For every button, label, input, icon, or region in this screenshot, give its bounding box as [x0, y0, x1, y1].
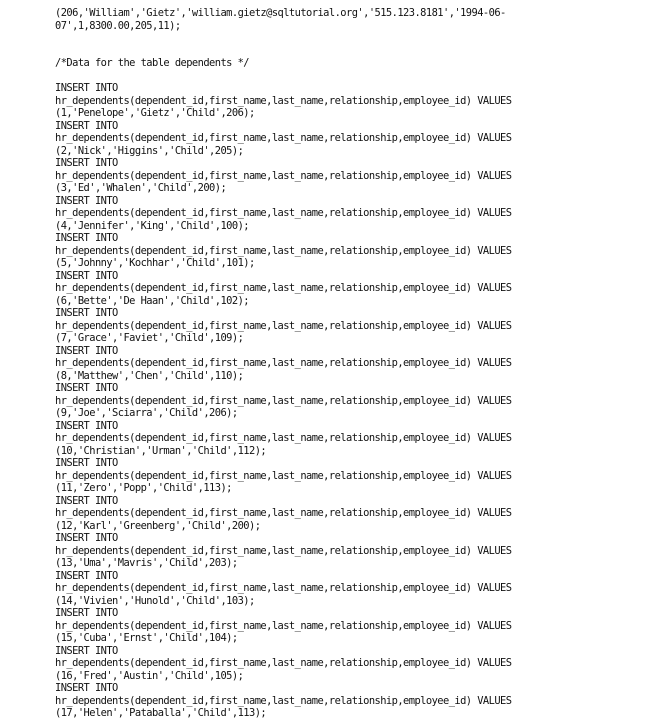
table-columns: hr_dependents(dependent_id,first_name,last_name,relationship,employee_id) VALUES — [55, 619, 512, 632]
values-row: (1,'Penelope','Gietz','Child',206); — [55, 107, 255, 119]
blank-line — [55, 32, 640, 45]
table-columns: hr_dependents(dependent_id,first_name,last_name,relationship,employee_id) VALUES — [55, 94, 512, 107]
values-row: (9,'Joe','Sciarra','Child',206); — [55, 407, 238, 419]
insert-statement — [55, 307, 640, 345]
values-row: (6,'Bette','De Haan','Child',102); — [55, 294, 249, 307]
values-row: (17,'Helen','Pataballa','Child',113); — [55, 707, 267, 719]
insert-keyword: INSERT INTO — [55, 382, 118, 394]
insert-statement — [55, 682, 640, 720]
insert-keyword: INSERT INTO — [55, 569, 118, 582]
insert-keyword: INSERT INTO — [55, 532, 118, 544]
table-columns: hr_dependents(dependent_id,first_name,last_name,relationship,employee_id) VALUES — [55, 657, 512, 669]
table-columns: hr_dependents(dependent_id,first_name,last_name,relationship,employee_id) VALUES — [55, 357, 512, 369]
table-columns: hr_dependents(dependent_id,first_name,last_name,relationship,employee_id) VALUES — [55, 582, 512, 594]
intro-block — [55, 7, 640, 32]
insert-statement — [55, 120, 640, 158]
values-row: (8,'Matthew','Chen','Child',110); — [55, 369, 244, 382]
insert-keyword: INSERT INTO — [55, 269, 118, 282]
table-columns: hr_dependents(dependent_id,first_name,last_name,relationship,employee_id) VALUES — [55, 469, 512, 482]
insert-statement — [55, 645, 640, 683]
values-row: (5,'Johnny','Kochhar','Child',101); — [55, 257, 255, 269]
insert-statement — [55, 345, 640, 383]
insert-keyword: INSERT INTO — [55, 457, 118, 469]
blank-line — [55, 45, 640, 58]
insert-statement — [55, 607, 640, 645]
insert-statement — [55, 532, 640, 570]
insert-statement — [55, 495, 640, 533]
intro-line: 07',1,8300.00,205,11); — [55, 19, 181, 32]
values-row: (11,'Zero','Popp','Child',113); — [55, 482, 232, 494]
table-columns: hr_dependents(dependent_id,first_name,last_name,relationship,employee_id) VALUES — [55, 544, 512, 557]
insert-keyword: INSERT INTO — [55, 607, 118, 619]
table-columns: hr_dependents(dependent_id,first_name,last_name,relationship,employee_id) VALUES — [55, 694, 512, 707]
insert-statements — [55, 82, 640, 720]
table-columns: hr_dependents(dependent_id,first_name,last_name,relationship,employee_id) VALUES — [55, 432, 512, 444]
insert-keyword: INSERT INTO — [55, 494, 118, 507]
values-row: (2,'Nick','Higgins','Child',205); — [55, 144, 244, 157]
insert-statement — [55, 570, 640, 608]
insert-statement — [55, 457, 640, 495]
values-row: (14,'Vivien','Hunold','Child',103); — [55, 594, 255, 607]
sql-document — [55, 7, 640, 720]
table-columns: hr_dependents(dependent_id,first_name,last_name,relationship,employee_id) VALUES — [55, 394, 512, 407]
insert-keyword: INSERT INTO — [55, 644, 118, 657]
insert-keyword: INSERT INTO — [55, 682, 118, 694]
values-row: (15,'Cuba','Ernst','Child',104); — [55, 632, 238, 644]
values-row: (4,'Jennifer','King','Child',100); — [55, 219, 249, 232]
table-columns: hr_dependents(dependent_id,first_name,last_name,relationship,employee_id) VALUES — [55, 244, 512, 257]
insert-keyword: INSERT INTO — [55, 82, 118, 94]
insert-keyword: INSERT INTO — [55, 119, 118, 132]
insert-keyword: INSERT INTO — [55, 194, 118, 207]
insert-statement — [55, 82, 640, 120]
insert-keyword: INSERT INTO — [55, 344, 118, 357]
table-comment: /*Data for the table dependents */ — [55, 57, 249, 69]
insert-statement — [55, 382, 640, 420]
values-row: (10,'Christian','Urman','Child',112); — [55, 444, 267, 457]
insert-keyword: INSERT INTO — [55, 307, 118, 319]
values-row: (7,'Grace','Faviet','Child',109); — [55, 332, 244, 344]
values-row: (12,'Karl','Greenberg','Child',200); — [55, 519, 261, 532]
insert-statement — [55, 195, 640, 233]
table-columns: hr_dependents(dependent_id,first_name,last_name,relationship,employee_id) VALUES — [55, 507, 512, 519]
insert-statement — [55, 420, 640, 458]
table-columns: hr_dependents(dependent_id,first_name,last_name,relationship,employee_id) VALUES — [55, 169, 512, 182]
insert-statement — [55, 157, 640, 195]
values-row: (3,'Ed','Whalen','Child',200); — [55, 182, 227, 194]
values-row: (16,'Fred','Austin','Child',105); — [55, 669, 244, 682]
table-columns: hr_dependents(dependent_id,first_name,last_name,relationship,employee_id) VALUES — [55, 132, 512, 144]
intro-line: (206,'William','Gietz','william.gietz@sqltutorial.org','515.123.8181','1994-06- — [55, 7, 506, 19]
insert-statement — [55, 270, 640, 308]
insert-statement — [55, 232, 640, 270]
insert-keyword: INSERT INTO — [55, 232, 118, 244]
insert-keyword: INSERT INTO — [55, 157, 118, 169]
values-row: (13,'Uma','Mavris','Child',203); — [55, 557, 238, 569]
table-columns: hr_dependents(dependent_id,first_name,last_name,relationship,employee_id) VALUES — [55, 282, 512, 294]
table-columns: hr_dependents(dependent_id,first_name,last_name,relationship,employee_id) VALUES — [55, 207, 512, 219]
blank-line — [55, 70, 640, 83]
table-columns: hr_dependents(dependent_id,first_name,last_name,relationship,employee_id) VALUES — [55, 319, 512, 332]
insert-keyword: INSERT INTO — [55, 419, 118, 432]
